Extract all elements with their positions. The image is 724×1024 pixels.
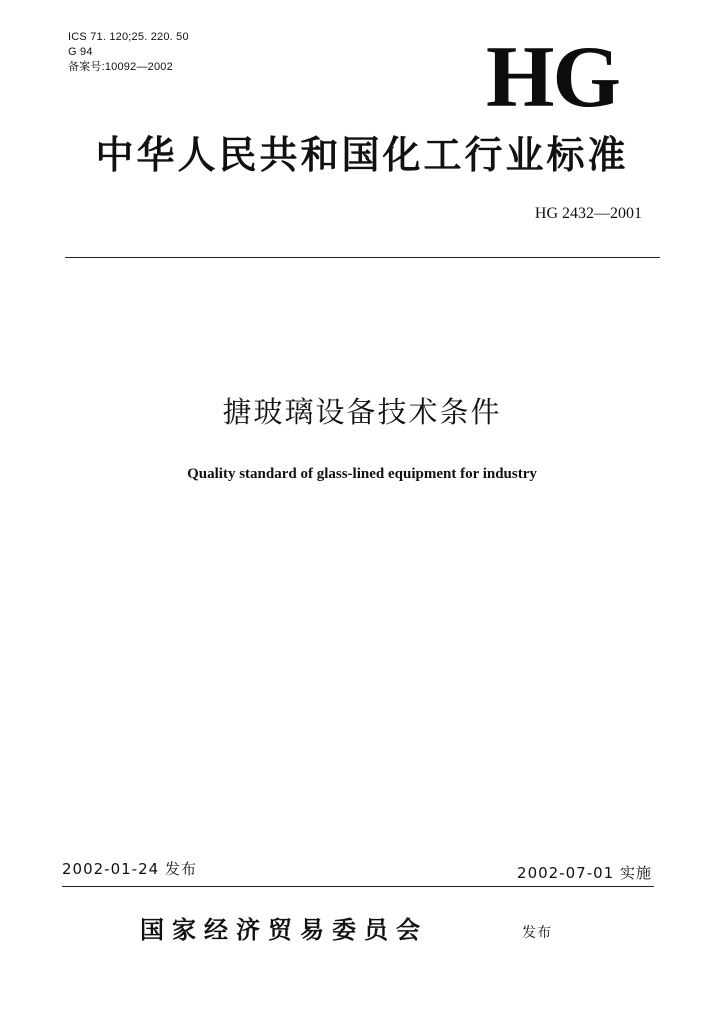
record-number: 备案号:10092—2002	[68, 61, 173, 73]
classification-code: G 94	[68, 46, 93, 58]
standard-series-title: 中华人民共和国化工行业标准	[95, 132, 629, 177]
effective-date: 2002-07-01 实施	[517, 864, 652, 882]
metadata-block	[68, 30, 189, 75]
issue-date: 2002-01-24 发布	[62, 860, 197, 878]
document-title: 搪玻璃设备技术条件	[222, 395, 502, 429]
bottom-divider	[62, 886, 654, 887]
issuing-authority-suffix: 发布	[522, 925, 552, 941]
hg-logo: HG	[486, 29, 619, 126]
document-title-english: Quality standard of glass-lined equipment for industry	[187, 466, 537, 482]
ics-code: ICS 71. 120;25. 220. 50	[68, 31, 189, 43]
standard-code: HG 2432—2001	[534, 205, 642, 222]
top-divider	[65, 257, 660, 258]
issuing-authority: 国家经济贸易委员会	[140, 915, 428, 944]
